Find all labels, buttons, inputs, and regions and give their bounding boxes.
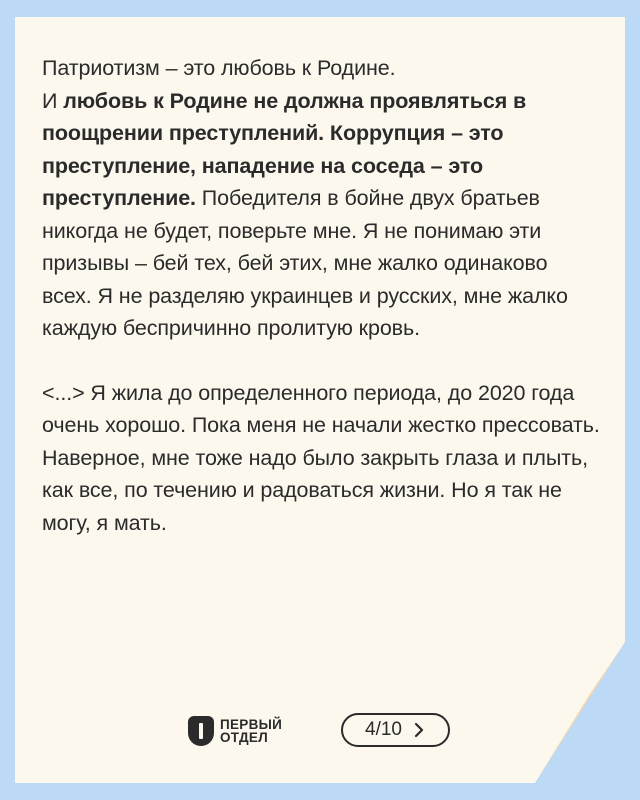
shield-logo-icon (188, 716, 214, 746)
paragraph-2: <...> Я жила до определенного периода, до 2020 года очень хорошо. Пока меня не начали жестко прессовать. Наверное, мне тоже надо было закрыть глаза и плыть, как все, по течению и радоваться жизни. Но я так не могу, я мать. (42, 380, 600, 535)
paragraph-1-start: Патриотизм – это любовь к Родине. (42, 56, 396, 80)
paragraph-1-bold: любовь к Родине не должна проявляться в поощрении преступлений. Коррупция – это преступление, нападение на соседа – это преступление. (42, 88, 527, 210)
paragraph-1 (42, 52, 602, 345)
brand-line-1: ПЕРВЫЙ (220, 717, 283, 732)
page-indicator[interactable] (341, 713, 450, 747)
paragraph-1-rest: Победителя в бойне двух братьев никогда не будет, поверьте мне. Я не понимаю эти призывы – бей тех, бей этих, мне жалко одинаково всех. Я не разделяю украинцев и русских, мне жалко каждую беспричинно пролитую кровь. (42, 186, 568, 340)
quote-text (42, 52, 602, 539)
brand-name (220, 718, 282, 744)
brand-logo (188, 716, 282, 746)
page-count: 4/10 (365, 719, 402, 740)
chevron-right-icon[interactable] (414, 722, 424, 738)
paragraph-1-lead: И (42, 88, 64, 113)
brand-line-2: ОТДЕЛ (220, 730, 269, 745)
